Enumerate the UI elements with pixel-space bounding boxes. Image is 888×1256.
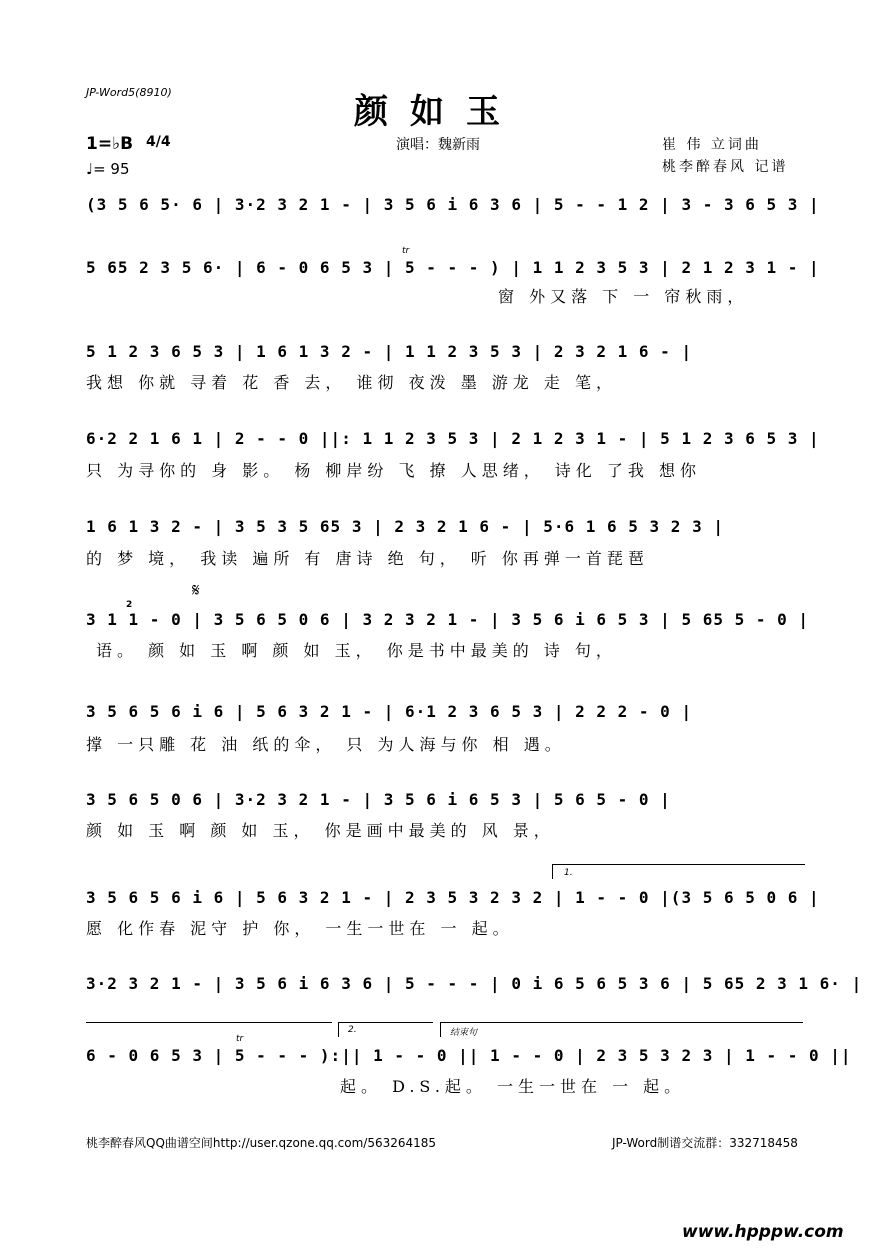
score-row-3-notes: 5 1 2 3 6 5 3 | 1 6 1 3 2 - | 1 1 2 3 5 3 | 2 3 2 1 6 - | (86, 342, 693, 361)
website-watermark: www.hpppw.com (682, 1222, 844, 1242)
volta-label-2: 2. (348, 1025, 357, 1035)
score-row-2-notes: 5 65 2 3 5 6· | 6 - 0 6 5 3 | 5 - - - ) | 1 1 2 3 5 3 | 2 1 2 3 1 - | (86, 258, 820, 277)
volta-label-1: 1. (564, 868, 573, 878)
score-row-6-notes: 3 1 1 - 0 | 3 5 6 5 0 6 | 3 2 3 2 1 - | 3 5 6 i 6 5 3 | 5 65 5 - 0 | (86, 610, 810, 629)
ending-bracket (440, 1022, 803, 1037)
footer-left-credit: 桃李醉春风QQ曲谱空间http://user.qzone.qq.com/563264185 (86, 1136, 437, 1150)
score-row-7-lyrics: 撑 一只雕 花 油 纸的伞， 只 为人海与你 相 遇。 (86, 735, 566, 754)
score-row-6-lyrics: 语。 颜 如 玉 啊 颜 如 玉， 你是书中最美的 诗 句， (96, 641, 617, 660)
tempo-marking: ♩= 95 (86, 160, 130, 178)
score-row-10-notes: 3·2 3 2 1 - | 3 5 6 i 6 3 6 | 5 - - - | 0 i 6 5 6 5 3 6 | 5 65 2 3 1 6· | (86, 974, 863, 993)
score-row-9-lyrics: 愿 化作春 泥守 护 你， 一生一世在 一 起。 (86, 919, 514, 938)
time-signature: 4/4 (146, 134, 171, 150)
score-row-5-lyrics: 的 梦 境， 我读 遍所 有 唐诗 绝 句， 听 你再弹一首琵琶 (86, 549, 649, 568)
segno-sign: 𝄋 (192, 580, 200, 601)
trill-mark-2: tr (236, 1034, 244, 1044)
grace-note: 2 (126, 600, 133, 610)
trill-mark: tr (402, 246, 410, 256)
score-row-8-lyrics: 颜 如 玉 啊 颜 如 玉， 你是画中最美的 风 景， (86, 821, 555, 840)
score-row-5-notes: 1 6 1 3 2 - | 3 5 3 5 65 3 | 2 3 2 1 6 - | 5·6 1 6 5 3 2 3 | (86, 517, 724, 536)
software-version: JP-Word5(8910) (86, 86, 172, 99)
score-row-8-notes: 3 5 6 5 0 6 | 3·2 3 2 1 - | 3 5 6 i 6 5 3 | 5 6 5 - 0 | (86, 790, 671, 809)
singer-credit: 演唱：魏新雨 (396, 137, 480, 153)
ending-label: 结束句 (450, 1028, 478, 1038)
lyricist-composer-credit: 崔 伟 立词曲 (662, 137, 762, 153)
score-row-3-lyrics: 我想 你就 寻着 花 香 去， 谁彻 夜泼 墨 游龙 走 笔， (86, 373, 617, 392)
footer-right-credit: JP-Word制谱交流群：332718458 (612, 1136, 798, 1150)
score-row-1-notes: (3 5 6 5· 6 | 3·2 3 2 1 - | 3 5 6 i 6 3 6 | 5 - - 1 2 | 3 - 3 6 5 3 | (86, 195, 820, 214)
continuation-bracket (86, 1022, 332, 1037)
score-row-9-notes: 3 5 6 5 6 i 6 | 5 6 3 2 1 - | 2 3 5 3 2 3 2 | 1 - - 0 |(3 5 6 5 0 6 | (86, 888, 820, 907)
score-row-4-lyrics: 只 为寻你的 身 影。 杨 柳岸纷 飞 撩 人思绪， 诗化 了我 想你 (86, 461, 701, 480)
score-row-11-notes: 6 - 0 6 5 3 | 5 - - - ):|| 1 - - 0 || 1 - - 0 | 2 3 5 3 2 3 | 1 - - 0 || (86, 1046, 852, 1065)
score-row-4-notes: 6·2 2 1 6 1 | 2 - - 0 ||: 1 1 2 3 5 3 | 2 1 2 3 1 - | 5 1 2 3 6 5 3 | (86, 429, 820, 448)
score-row-7-notes: 3 5 6 5 6 i 6 | 5 6 3 2 1 - | 6·1 2 3 6 5 3 | 2 2 2 - 0 | (86, 702, 693, 721)
volta-bracket-1 (552, 864, 805, 879)
score-row-11-lyrics: 起。 D.S.起。 一生一世在 一 起。 (340, 1077, 686, 1096)
transcriber-credit: 桃李醉春风 记谱 (662, 159, 789, 175)
key-signature: 1=♭B (86, 134, 134, 154)
score-row-2-lyrics: 窗 外又落 下 一 帘秋雨， (498, 287, 749, 306)
song-title: 颜如玉 (354, 92, 522, 132)
